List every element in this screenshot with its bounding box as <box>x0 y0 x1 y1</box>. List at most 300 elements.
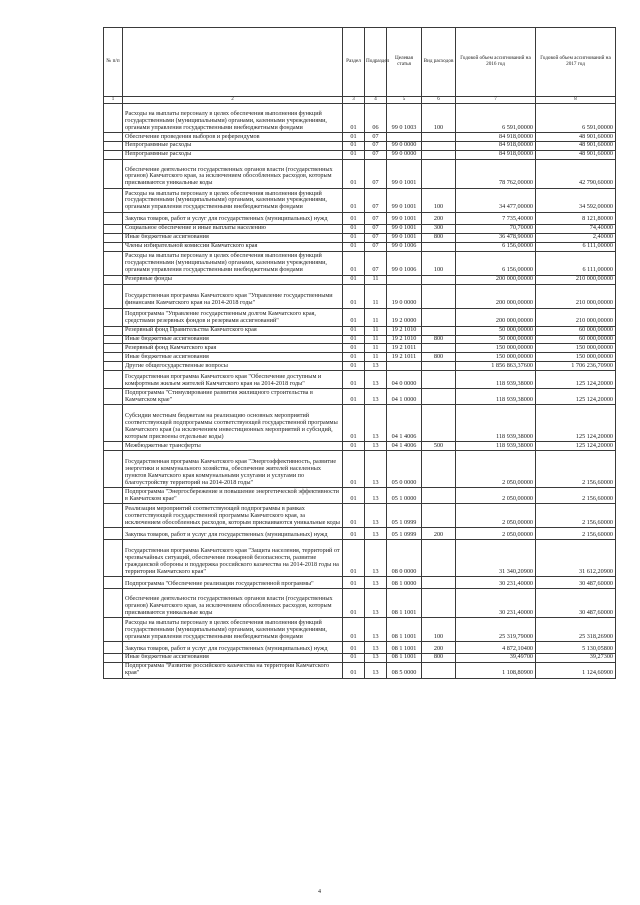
row-2016-cell: 50 000,00000 <box>456 326 536 335</box>
row-2016-cell: 200 000,00000 <box>456 284 536 308</box>
row-exptype-cell <box>422 539 456 576</box>
row-name-cell: Государственная программа Камчатского края "Обеспечение доступным и комфортным жильем жителей Камчатского края на 2014-2018 годы" <box>123 371 343 389</box>
table-row <box>104 641 616 653</box>
row-target-cell: 08 1 1001 <box>387 617 422 641</box>
table-row <box>104 442 616 451</box>
row-target-cell: 99 0 0000 <box>387 141 422 150</box>
row-exptype-cell <box>422 133 456 142</box>
row-subsection-cell: 13 <box>365 371 387 389</box>
header-num: № п/п <box>104 28 123 97</box>
row-exptype-cell <box>422 159 456 188</box>
row-target-cell: 99 0 0000 <box>387 150 422 159</box>
row-exptype-cell <box>422 389 456 405</box>
row-exptype-cell <box>422 326 456 335</box>
row-num-cell <box>104 188 123 212</box>
row-target-cell: 08 5 0000 <box>387 662 422 678</box>
row-2016-cell: 2 050,00000 <box>456 527 536 539</box>
row-exptype-cell: 100 <box>422 104 456 133</box>
row-2017-cell: 1 124,60900 <box>536 662 616 678</box>
row-name-cell: Обеспечение деятельности государственных органов власти (государственных органов) Камчатского края, за исключением обособленных расходов, которым присваиваются уникальные коды <box>123 588 343 617</box>
row-name-cell: Другие общегосударственные вопросы <box>123 362 343 371</box>
table-row <box>104 503 616 527</box>
row-subsection-cell: 13 <box>365 662 387 678</box>
row-2017-cell: 6 111,00000 <box>536 251 616 275</box>
row-target-cell: 04 1 4006 <box>387 442 422 451</box>
row-num-cell <box>104 133 123 142</box>
row-section-cell: 01 <box>343 275 365 284</box>
row-name-cell: Подпрограмма "Стимулирование развития жилищного строительства в Камчатском крае" <box>123 389 343 405</box>
table-row <box>104 242 616 251</box>
row-2016-cell: 118 939,38000 <box>456 371 536 389</box>
row-2017-cell: 210 000,00000 <box>536 308 616 326</box>
row-num-cell <box>104 662 123 678</box>
header-2017: Годовой объем ассигнований на 2017 год <box>536 28 616 97</box>
row-subsection-cell: 13 <box>365 539 387 576</box>
table-row <box>104 451 616 488</box>
row-exptype-cell: 300 <box>422 224 456 233</box>
row-section-cell: 01 <box>343 335 365 344</box>
row-section-cell: 01 <box>343 284 365 308</box>
table-row <box>104 662 616 678</box>
row-exptype-cell: 800 <box>422 233 456 242</box>
row-subsection-cell: 13 <box>365 576 387 588</box>
row-2017-cell: 2 156,60000 <box>536 488 616 504</box>
table-row <box>104 188 616 212</box>
row-2016-cell: 84 918,00000 <box>456 150 536 159</box>
row-2017-cell: 150 000,00000 <box>536 353 616 362</box>
row-target-cell: 99 0 1001 <box>387 233 422 242</box>
row-subsection-cell: 13 <box>365 617 387 641</box>
row-exptype-cell: 500 <box>422 442 456 451</box>
table-row <box>104 335 616 344</box>
row-subsection-cell: 11 <box>365 326 387 335</box>
row-section-cell: 01 <box>343 389 365 405</box>
row-target-cell <box>387 362 422 371</box>
row-2016-cell: 50 000,00000 <box>456 335 536 344</box>
row-2017-cell: 60 000,00000 <box>536 326 616 335</box>
table-row <box>104 527 616 539</box>
table-row <box>104 344 616 353</box>
row-section-cell: 01 <box>343 405 365 442</box>
row-exptype-cell: 100 <box>422 188 456 212</box>
row-section-cell: 01 <box>343 442 365 451</box>
table-row <box>104 576 616 588</box>
table-row <box>104 133 616 142</box>
row-num-cell <box>104 653 123 662</box>
row-subsection-cell: 13 <box>365 451 387 488</box>
row-subsection-cell: 07 <box>365 150 387 159</box>
row-section-cell: 01 <box>343 150 365 159</box>
table-row <box>104 371 616 389</box>
row-section-cell: 01 <box>343 588 365 617</box>
table-row <box>104 653 616 662</box>
row-target-cell: 08 1 1001 <box>387 653 422 662</box>
row-2016-cell: 6 156,00000 <box>456 242 536 251</box>
row-subsection-cell: 07 <box>365 224 387 233</box>
table-header-row <box>104 28 616 97</box>
header-section: Раздел <box>343 28 365 97</box>
row-num-cell <box>104 233 123 242</box>
row-2017-cell: 6 591,00000 <box>536 104 616 133</box>
row-target-cell: 08 1 0000 <box>387 576 422 588</box>
row-name-cell: Расходы на выплаты персоналу в целях обеспечения выполнения функций государственными (муниципальными) органами, казенными учреждениями, органами управления государственными внебюджетными фондами <box>123 188 343 212</box>
row-2016-cell: 84 918,00000 <box>456 133 536 142</box>
row-name-cell: Подпрограмма "Энергосбережение и повышение энергетической эффективности в Камчатском крае" <box>123 488 343 504</box>
row-exptype-cell: 100 <box>422 251 456 275</box>
header-exptype: Вид расходов <box>422 28 456 97</box>
row-2017-cell: 2,40000 <box>536 233 616 242</box>
row-num-cell <box>104 451 123 488</box>
row-section-cell: 01 <box>343 451 365 488</box>
row-subsection-cell: 11 <box>365 344 387 353</box>
table-row <box>104 104 616 133</box>
row-target-cell: 08 0 0000 <box>387 539 422 576</box>
row-2016-cell: 118 939,38000 <box>456 389 536 405</box>
row-exptype-cell <box>422 405 456 442</box>
row-exptype-cell: 200 <box>422 527 456 539</box>
header-subsection: Подраздел <box>365 28 387 97</box>
row-target-cell: 05 0 0000 <box>387 451 422 488</box>
row-subsection-cell: 13 <box>365 503 387 527</box>
row-exptype-cell <box>422 371 456 389</box>
row-2017-cell: 1 706 236,70900 <box>536 362 616 371</box>
row-name-cell: Государственная программа Камчатского края "Управление государственными финансами Камчатского края на 2014-2018 годы" <box>123 284 343 308</box>
row-num-cell <box>104 617 123 641</box>
column-number: 4 <box>365 97 387 104</box>
row-name-cell: Иные бюджетные ассигнования <box>123 335 343 344</box>
row-target-cell <box>387 275 422 284</box>
row-name-cell: Иные бюджетные ассигнования <box>123 653 343 662</box>
column-number: 5 <box>387 97 422 104</box>
row-2016-cell: 6 156,00000 <box>456 251 536 275</box>
row-num-cell <box>104 371 123 389</box>
column-number: 7 <box>456 97 536 104</box>
row-2016-cell: 200 000,00000 <box>456 308 536 326</box>
row-exptype-cell <box>422 576 456 588</box>
row-section-cell: 01 <box>343 344 365 353</box>
row-num-cell <box>104 503 123 527</box>
row-section-cell: 01 <box>343 362 365 371</box>
row-subsection-cell: 07 <box>365 133 387 142</box>
row-target-cell: 99 0 1001 <box>387 224 422 233</box>
row-2017-cell: 210 000,00000 <box>536 284 616 308</box>
row-subsection-cell: 13 <box>365 442 387 451</box>
row-section-cell: 01 <box>343 242 365 251</box>
row-2016-cell: 150 000,00000 <box>456 344 536 353</box>
row-num-cell <box>104 275 123 284</box>
row-name-cell: Расходы на выплаты персоналу в целях обеспечения выполнения функций государственными (муниципальными) органами, казенными учреждениями, органами управления государственными внебюджетными фондами <box>123 251 343 275</box>
row-subsection-cell: 11 <box>365 308 387 326</box>
row-subsection-cell: 13 <box>365 488 387 504</box>
row-section-cell: 01 <box>343 326 365 335</box>
row-exptype-cell <box>422 362 456 371</box>
row-section-cell: 01 <box>343 141 365 150</box>
row-num-cell <box>104 104 123 133</box>
row-subsection-cell: 13 <box>365 389 387 405</box>
row-subsection-cell: 13 <box>365 588 387 617</box>
row-target-cell: 99 0 1006 <box>387 242 422 251</box>
row-target-cell: 99 0 1001 <box>387 188 422 212</box>
row-target-cell: 05 1 0000 <box>387 488 422 504</box>
row-2016-cell: 25 319,79000 <box>456 617 536 641</box>
row-name-cell: Подпрограмма "Управление государственным долгом Камчатского края, средствами резервных фондов и резервами ассигнований" <box>123 308 343 326</box>
row-num-cell <box>104 344 123 353</box>
row-subsection-cell: 11 <box>365 353 387 362</box>
row-2016-cell: 70,70000 <box>456 224 536 233</box>
header-2016: Годовой объем ассигнований на 2016 год <box>456 28 536 97</box>
row-exptype-cell <box>422 275 456 284</box>
table-row <box>104 159 616 188</box>
row-2017-cell: 2 156,60000 <box>536 527 616 539</box>
row-target-cell: 99 0 1001 <box>387 159 422 188</box>
row-2017-cell: 2 156,60000 <box>536 503 616 527</box>
column-number: 6 <box>422 97 456 104</box>
row-name-cell: Непрограммные расходы <box>123 141 343 150</box>
table-row <box>104 362 616 371</box>
row-2016-cell: 2 050,00000 <box>456 451 536 488</box>
row-subsection-cell: 13 <box>365 362 387 371</box>
row-2017-cell: 6 111,00000 <box>536 242 616 251</box>
row-exptype-cell <box>422 308 456 326</box>
table-row <box>104 275 616 284</box>
row-num-cell <box>104 251 123 275</box>
row-section-cell: 01 <box>343 233 365 242</box>
row-2017-cell: 48 901,60000 <box>536 141 616 150</box>
row-name-cell: Обеспечение проведения выборов и референдумов <box>123 133 343 142</box>
row-name-cell: Закупка товаров, работ и услуг для государственных (муниципальных) нужд <box>123 212 343 224</box>
row-subsection-cell: 13 <box>365 405 387 442</box>
row-section-cell: 01 <box>343 539 365 576</box>
row-section-cell: 01 <box>343 159 365 188</box>
row-2016-cell: 150 000,00000 <box>456 353 536 362</box>
row-num-cell <box>104 389 123 405</box>
row-2016-cell: 118 939,38000 <box>456 405 536 442</box>
row-2017-cell: 2 156,60000 <box>536 451 616 488</box>
row-name-cell: Социальное обеспечение и иные выплаты населению <box>123 224 343 233</box>
table-row <box>104 539 616 576</box>
row-2016-cell: 31 340,20900 <box>456 539 536 576</box>
row-name-cell: Резервный фонд Камчатского края <box>123 344 343 353</box>
row-name-cell: Расходы на выплаты персоналу в целях обеспечения выполнения функций государственными (муниципальными) органами, казенными учреждениями, органами управления государственными внебюджетными фондами <box>123 617 343 641</box>
row-exptype-cell <box>422 662 456 678</box>
table-row <box>104 141 616 150</box>
row-exptype-cell <box>422 344 456 353</box>
row-target-cell: 19 0 0000 <box>387 284 422 308</box>
row-exptype-cell <box>422 242 456 251</box>
table-row <box>104 405 616 442</box>
row-exptype-cell <box>422 451 456 488</box>
row-target-cell: 99 0 1003 <box>387 104 422 133</box>
row-name-cell: Обеспечение деятельности государственных органов власти (государственных органов) Камчатского края, за исключением обособленных расходов, которым присваиваются уникальные коды <box>123 159 343 188</box>
table-body <box>104 104 616 679</box>
row-name-cell: Резервный фонд Правительства Камчатского края <box>123 326 343 335</box>
row-num-cell <box>104 224 123 233</box>
row-exptype-cell: 800 <box>422 353 456 362</box>
row-num-cell <box>104 141 123 150</box>
row-section-cell: 01 <box>343 641 365 653</box>
row-num-cell <box>104 353 123 362</box>
table-row <box>104 308 616 326</box>
table-row <box>104 251 616 275</box>
row-2017-cell: 34 592,00000 <box>536 188 616 212</box>
row-2016-cell: 36 478,90000 <box>456 233 536 242</box>
row-section-cell: 01 <box>343 527 365 539</box>
row-target-cell: 04 0 0000 <box>387 371 422 389</box>
row-target-cell: 08 1 1001 <box>387 588 422 617</box>
row-num-cell <box>104 362 123 371</box>
row-2016-cell: 2 050,00000 <box>456 488 536 504</box>
row-subsection-cell: 13 <box>365 653 387 662</box>
row-2017-cell: 30 487,60000 <box>536 588 616 617</box>
row-exptype-cell: 800 <box>422 335 456 344</box>
row-num-cell <box>104 284 123 308</box>
row-2016-cell: 30 231,40000 <box>456 576 536 588</box>
row-target-cell: 99 0 1001 <box>387 212 422 224</box>
row-2016-cell: 39,49700 <box>456 653 536 662</box>
row-num-cell <box>104 539 123 576</box>
table-row <box>104 224 616 233</box>
row-target-cell: 08 1 1001 <box>387 641 422 653</box>
row-target-cell: 99 0 1006 <box>387 251 422 275</box>
row-name-cell: Расходы на выплаты персоналу в целях обеспечения выполнения функций государственными (муниципальными) органами, казенными учреждениями, органами управления государственными внебюджетными фондами <box>123 104 343 133</box>
row-target-cell: 19 2 1011 <box>387 353 422 362</box>
row-2016-cell: 200 000,00000 <box>456 275 536 284</box>
row-subsection-cell: 07 <box>365 251 387 275</box>
table-row <box>104 212 616 224</box>
row-target-cell: 19 2 1010 <box>387 335 422 344</box>
row-name-cell: Межбюджетные трансферты <box>123 442 343 451</box>
row-num-cell <box>104 405 123 442</box>
row-2017-cell: 125 124,20000 <box>536 371 616 389</box>
row-exptype-cell: 200 <box>422 641 456 653</box>
column-numbering-row <box>104 97 616 104</box>
row-section-cell: 01 <box>343 653 365 662</box>
row-target-cell: 19 2 1011 <box>387 344 422 353</box>
row-num-cell <box>104 527 123 539</box>
row-section-cell: 01 <box>343 308 365 326</box>
row-subsection-cell: 07 <box>365 233 387 242</box>
row-exptype-cell <box>422 284 456 308</box>
row-2016-cell: 2 050,00000 <box>456 503 536 527</box>
table-row <box>104 353 616 362</box>
row-name-cell: Закупка товаров, работ и услуг для государственных (муниципальных) нужд <box>123 641 343 653</box>
row-2017-cell: 150 000,00000 <box>536 344 616 353</box>
header-name <box>123 28 343 97</box>
row-exptype-cell <box>422 588 456 617</box>
row-target-cell: 04 1 4006 <box>387 405 422 442</box>
table-row <box>104 326 616 335</box>
row-2017-cell: 48 901,60000 <box>536 150 616 159</box>
row-target-cell: 19 2 1010 <box>387 326 422 335</box>
row-2017-cell: 8 121,80000 <box>536 212 616 224</box>
row-num-cell <box>104 442 123 451</box>
row-2017-cell: 125 124,20000 <box>536 442 616 451</box>
row-2016-cell: 78 762,00000 <box>456 159 536 188</box>
table-row <box>104 284 616 308</box>
row-name-cell: Подпрограмма "Развитие российского казачества на территории Камчатского края" <box>123 662 343 678</box>
row-2016-cell: 6 591,00000 <box>456 104 536 133</box>
header-target: Целевая статья <box>387 28 422 97</box>
row-num-cell <box>104 488 123 504</box>
row-section-cell: 01 <box>343 503 365 527</box>
row-section-cell: 01 <box>343 133 365 142</box>
row-subsection-cell: 07 <box>365 188 387 212</box>
row-2016-cell: 34 477,00000 <box>456 188 536 212</box>
row-exptype-cell <box>422 503 456 527</box>
row-2016-cell: 1 856 863,37600 <box>456 362 536 371</box>
row-exptype-cell: 200 <box>422 212 456 224</box>
row-num-cell <box>104 576 123 588</box>
row-num-cell <box>104 308 123 326</box>
table-row <box>104 588 616 617</box>
row-2016-cell: 30 231,40000 <box>456 588 536 617</box>
row-num-cell <box>104 242 123 251</box>
row-2017-cell: 42 790,60000 <box>536 159 616 188</box>
row-num-cell <box>104 212 123 224</box>
row-2017-cell: 210 000,00000 <box>536 275 616 284</box>
row-2017-cell: 125 124,20000 <box>536 389 616 405</box>
row-exptype-cell <box>422 488 456 504</box>
row-name-cell: Реализация мероприятий соответствующей подпрограммы в рамках соответствующей государственной программы Камчатского края, за исключением обособленных расходов, которым присваиваются уникальные коды <box>123 503 343 527</box>
row-exptype-cell: 800 <box>422 653 456 662</box>
table-row <box>104 233 616 242</box>
row-section-cell: 01 <box>343 188 365 212</box>
table-row <box>104 150 616 159</box>
row-2016-cell: 4 872,10400 <box>456 641 536 653</box>
row-name-cell: Непрограммные расходы <box>123 150 343 159</box>
row-name-cell: Закупка товаров, работ и услуг для государственных (муниципальных) нужд <box>123 527 343 539</box>
row-2017-cell: 60 000,00000 <box>536 335 616 344</box>
row-subsection-cell: 07 <box>365 141 387 150</box>
row-subsection-cell: 11 <box>365 275 387 284</box>
row-subsection-cell: 13 <box>365 527 387 539</box>
row-2017-cell: 48 901,60000 <box>536 133 616 142</box>
row-name-cell: Субсидии местным бюджетам на реализацию основных мероприятий соответствующей подпрограммы соответствующей государственной программы Камчатского края (за исключением инвестиционных мероприятий и субсидий, которым присвоены отдельные коды) <box>123 405 343 442</box>
row-subsection-cell: 11 <box>365 284 387 308</box>
row-subsection-cell: 07 <box>365 242 387 251</box>
row-target-cell <box>387 133 422 142</box>
column-number: 2 <box>123 97 343 104</box>
table-row <box>104 488 616 504</box>
appropriations-table <box>103 27 616 679</box>
row-2017-cell: 39,27300 <box>536 653 616 662</box>
row-name-cell: Государственная программа Камчатского края "Защита населения, территорий от чрезвычайных ситуаций, обеспечение пожарной безопасности, развитие гражданской обороны и поддержка российского казачества на 2014-2018 годы на территории Камчатского края" <box>123 539 343 576</box>
row-exptype-cell: 100 <box>422 617 456 641</box>
row-2016-cell: 1 108,80900 <box>456 662 536 678</box>
row-num-cell <box>104 335 123 344</box>
row-subsection-cell: 11 <box>365 335 387 344</box>
column-number: 1 <box>104 97 123 104</box>
column-number: 3 <box>343 97 365 104</box>
row-num-cell <box>104 641 123 653</box>
row-num-cell <box>104 326 123 335</box>
row-2017-cell: 25 318,26900 <box>536 617 616 641</box>
row-subsection-cell: 07 <box>365 159 387 188</box>
row-section-cell: 01 <box>343 224 365 233</box>
row-section-cell: 01 <box>343 371 365 389</box>
table-row <box>104 389 616 405</box>
row-num-cell <box>104 150 123 159</box>
row-target-cell: 19 2 0000 <box>387 308 422 326</box>
row-section-cell: 01 <box>343 488 365 504</box>
row-subsection-cell: 13 <box>365 641 387 653</box>
row-section-cell: 01 <box>343 212 365 224</box>
row-target-cell: 05 1 0999 <box>387 503 422 527</box>
row-2016-cell: 7 735,40000 <box>456 212 536 224</box>
row-2017-cell: 74,40000 <box>536 224 616 233</box>
row-section-cell: 01 <box>343 617 365 641</box>
column-number: 8 <box>536 97 616 104</box>
